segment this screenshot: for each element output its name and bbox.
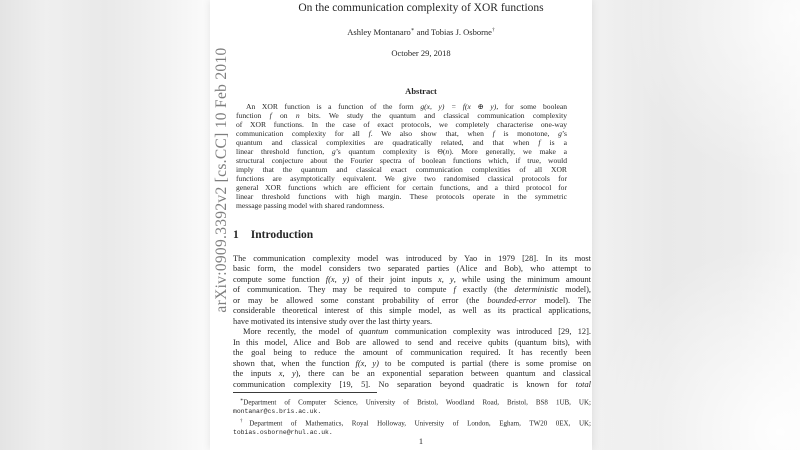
abstract-text xyxy=(236,102,567,210)
intro-paragraph-2 xyxy=(233,327,591,390)
author-name-1: Ashley Montanaro xyxy=(347,26,411,37)
text-line: quantum and classical complexities are quadratically related, and that when f is a xyxy=(236,138,567,147)
viewer-background-left xyxy=(0,0,210,450)
text-line: More recently, the model of quantum communication complexity was introduced [29, 12]. xyxy=(243,327,591,336)
text-line: communication complexity [19, 5]. No separation beyond quadratic is known for total xyxy=(233,379,591,389)
abstract-heading: Abstract xyxy=(405,86,437,96)
text-line: have motivated its intensive study over the last thirty years. xyxy=(233,316,433,326)
intro-paragraph-1 xyxy=(233,254,591,328)
text-line: of XOR functions. In the case of exact protocols, we completely characterise one-way xyxy=(236,120,567,129)
author-footnote-marker-2: † xyxy=(491,26,495,33)
page-number: 1 xyxy=(418,437,424,446)
text-line: basic form, the model considers two separated parties (Alice and Bob), who attempt to xyxy=(233,264,591,273)
text-line: general XOR functions which are efficient for certain functions, and a third protocol for xyxy=(236,183,567,192)
text-line: In this model, Alice and Bob are allowed to send and receive qubits (quantum bits), with xyxy=(233,337,591,347)
footnote-email: tobias.osborne@rhul.ac.uk. xyxy=(233,429,333,437)
text-line: message passing model with shared randomness. xyxy=(236,201,385,210)
footnote-email: montanar@cs.bris.ac.uk. xyxy=(233,408,322,416)
footnote-rule xyxy=(233,392,377,393)
text-line: the goal being to reduce the amount of communication required. It has recently been xyxy=(233,348,591,357)
footnote-text: †Department of Mathematics, Royal Holloway, University of London, Egham, TW20 0EX, UK; xyxy=(240,418,591,427)
text-line: structural conjecture about the Fourier spectra of boolean functions which, if true, would xyxy=(236,156,567,165)
text-line: shown that, when the function f(x, y) to be computed is partial (there is some promise on xyxy=(233,358,591,368)
text-line: linear threshold functions with high margin. These protocols operate in the symmetric xyxy=(236,192,567,201)
text-line: An XOR function is a function of the form g(x, y) = f(x ⊕ y), for some boolean xyxy=(246,102,567,111)
paper-title: On the communication complexity of XOR functions xyxy=(298,2,544,14)
footnote-marker: ∗ xyxy=(240,397,244,403)
paper-date: October 29, 2018 xyxy=(391,47,451,58)
authors-separator: and xyxy=(414,26,431,37)
section-number: 1 xyxy=(233,228,239,241)
footnote-marker: † xyxy=(240,418,250,424)
footnote-list xyxy=(233,396,591,438)
viewer-background-right xyxy=(592,0,800,450)
author-footnote-marker-1: ∗ xyxy=(410,26,415,33)
text-line: communication complexity for all f. We also show that, when f is monotone, g’s xyxy=(236,129,567,138)
section-title: Introduction xyxy=(250,228,314,241)
text-line: functions are asymptotically equivalent. We give two randomised classical protocols for xyxy=(236,174,567,183)
text-line: of communication. They may be required to compute f exactly (the deterministic model), xyxy=(233,285,591,294)
introduction-text xyxy=(233,254,591,391)
text-line: compute some function f(x, y) of their joint inputs x, y, while using the minimum amount xyxy=(233,274,591,284)
footnote-text: ∗Department of Computer Science, University of Bristol, Woodland Road, Bristol, BS8 1UB, UK; xyxy=(240,397,591,406)
text-line: or may be allowed some constant probability of error (the bounded-error model). The xyxy=(233,295,591,305)
arxiv-stamp: arXiv:0909.3392v2 [cs.CC] 10 Feb 2010 xyxy=(213,47,230,313)
text-line: linear threshold function, g’s quantum complexity is Θ(n). More generally, we make a xyxy=(236,147,567,156)
text-line: considerable theoretical interest of this simple model, as well as its practical applications, xyxy=(233,306,591,315)
section-heading xyxy=(233,229,313,241)
paper-page xyxy=(210,0,592,450)
text-line: The communication complexity model was introduced by Yao in 1979 [28]. In its most xyxy=(233,253,591,263)
paper-authors xyxy=(347,27,494,37)
author-name-2: Tobias J. Osborne xyxy=(430,26,492,37)
text-line: function f on n bits. We study the quantum and classical communication complexity xyxy=(236,111,567,120)
text-line: imply that the quantum and classical exact communication complexities of all XOR xyxy=(236,165,567,174)
text-line: the inputs x, y), there can be an exponential separation between quantum and classical xyxy=(233,369,591,378)
